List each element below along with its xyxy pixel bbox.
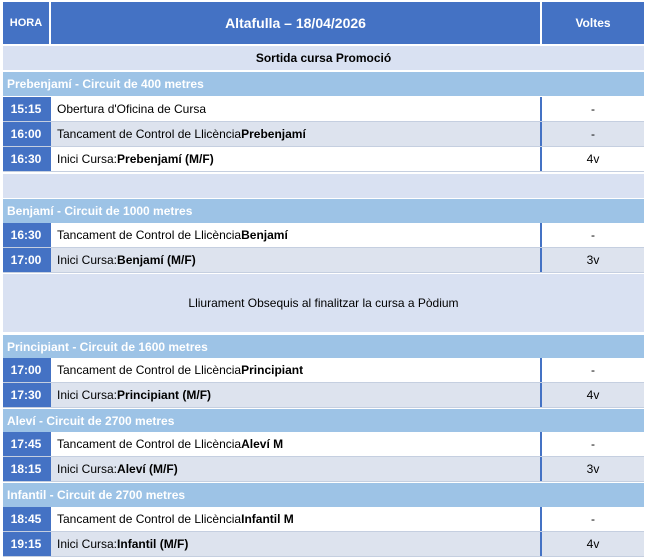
event-voltes: 4v [540,147,644,171]
header-title: Altafulla – 18/04/2026 [49,2,540,44]
table-row [3,358,644,383]
event-voltes: - [540,223,644,247]
event-description: Inici Cursa: Prebenjamí (M/F) [49,147,540,171]
header-voltes: Voltes [540,2,644,44]
event-voltes: 4v [540,383,644,407]
event-description: Inici Cursa: Benjamí (M/F) [49,248,540,272]
event-voltes: - [540,97,644,121]
section-title: Principiant - Circuit de 1600 metres [3,335,644,358]
table-header [3,2,644,44]
event-time: 15:15 [3,97,49,121]
table-row [3,532,644,557]
section-title: Aleví - Circuit de 2700 metres [3,409,644,432]
event-description: Tancament de Control de Llicència Infantil M [49,507,540,531]
event-time: 17:00 [3,248,49,272]
event-voltes: - [540,507,644,531]
event-voltes: 3v [540,248,644,272]
event-description: Inici Cursa: Aleví (M/F) [49,457,540,481]
subtitle-row: Sortida cursa Promoció [3,46,644,70]
table-row [3,383,644,408]
event-description: Inici Cursa: Infantil (M/F) [49,532,540,556]
event-time: 16:00 [3,122,49,146]
event-time: 19:15 [3,532,49,556]
event-voltes: 4v [540,532,644,556]
event-time: 17:00 [3,358,49,382]
note-row: Lliurament Obsequis al finalitzar la cursa a Pòdium [3,274,644,332]
event-description: Tancament de Control de Llicència Prebenjamí [49,122,540,146]
event-time: 17:45 [3,432,49,456]
event-time: 18:45 [3,507,49,531]
table-row [3,122,644,147]
table-row [3,457,644,482]
event-description: Obertura d'Oficina de Cursa [49,97,540,121]
section-title: Prebenjamí - Circuit de 400 metres [3,72,644,96]
event-time: 16:30 [3,223,49,247]
section-title: Benjamí - Circuit de 1000 metres [3,199,644,223]
event-time: 18:15 [3,457,49,481]
section-title: Infantil - Circuit de 2700 metres [3,483,644,507]
event-description: Tancament de Control de Llicència Aleví M [49,432,540,456]
header-hora: HORA [3,2,49,44]
event-voltes: 3v [540,457,644,481]
blank-row [3,174,644,198]
table-row [3,248,644,273]
event-voltes: - [540,122,644,146]
table-row [3,97,644,122]
event-description: Tancament de Control de Llicència Principiant [49,358,540,382]
event-description: Inici Cursa: Principiant (M/F) [49,383,540,407]
table-row [3,147,644,172]
event-voltes: - [540,432,644,456]
table-row [3,507,644,532]
table-row [3,432,644,457]
event-time: 17:30 [3,383,49,407]
event-time: 16:30 [3,147,49,171]
event-description: Tancament de Control de Llicència Benjamí [49,223,540,247]
event-voltes: - [540,358,644,382]
table-row [3,223,644,248]
